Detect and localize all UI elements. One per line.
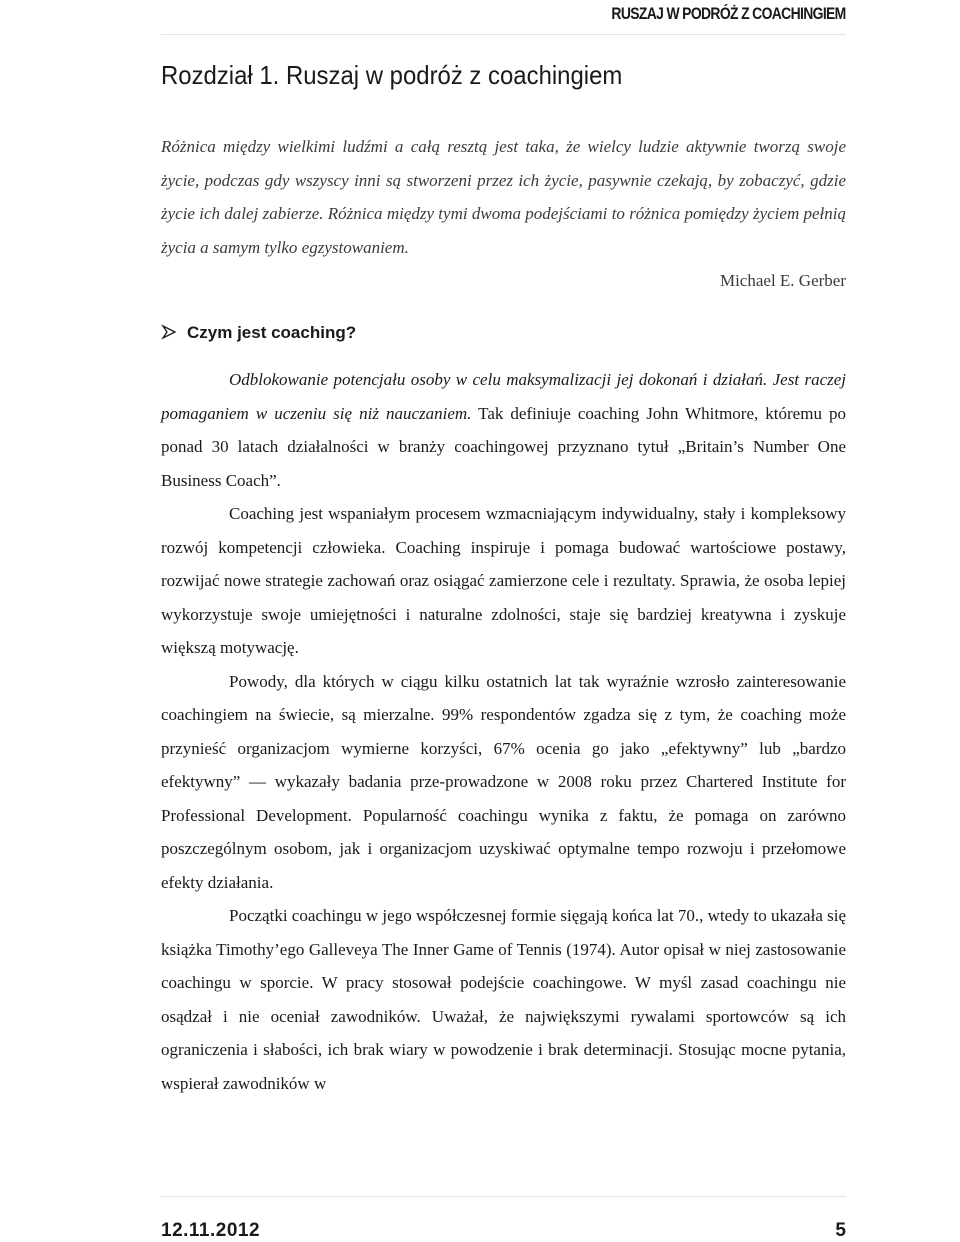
epigraph-text: Różnica między wielkimi ludźmi a całą resztą jest taka, że wielcy ludzie aktywnie tworzą swoje życie, podczas gdy wszyscy inni są stworzeni przez ich życie, pasywnie czekają, by zobaczyć, gdzie życie ich dalej zabierze. Różnica między tymi dwoma podejściami to różnica pomiędzy życiem pełnią życia a samym tylko egzystowaniem.	[161, 137, 846, 257]
section-heading-text: Czym jest coaching?	[187, 322, 357, 342]
arrow-bullet-icon	[161, 324, 177, 340]
definition-source: Tak definiuje coaching John Whitmore, któremu po ponad 30 latach działalności w branży coachingowej przyznano tytuł „Britain’s Number One Business Coach”.	[161, 403, 846, 490]
paragraph-process: Coaching jest wspaniałym procesem wzmacniającym indywidualny, stały i kompleksowy rozwój kompetencji człowieka. Coaching inspiruje i pomaga budować wartościowe postawy, rozwijać nowe strategie zachowań oraz osiągać zamierzone cele i rezultaty. Sprawia, że osoba lepiej wykorzystuje swoje umiejętności i naturalne zdolności, staje się bardziej kreatywna i zyskuje większą motywację.	[161, 504, 846, 657]
paragraph-definition	[161, 363, 846, 497]
epigraph-author: Michael E. Gerber	[719, 271, 846, 290]
footer-divider	[161, 1196, 846, 1197]
paragraph-origins: Początki coachingu w jego współczesnej formie sięgają końca lat 70., wtedy to ukazała się książka Timothy’ego Galleveya The Inner Game of Tennis (1974). Autor opisał w niej zastosowanie coachingu w sporcie. W pracy stosował podejście coachingowe. W myśl zasad coachingu nie osądzał i nie oceniał zawodników. Uważał, że największymi rywalami sportowców są ich ograniczenia i słabości, ich brak wiary w powodzenie i brak determinacji. Stosując mocne pytania, wspierał zawodników w	[161, 906, 846, 1093]
definition-quote: Odblokowanie potencjału osoby w celu maksymalizacji jej dokonań i działań. Jest raczej pomaganiem w uczeniu się niż nauczaniem.	[161, 370, 846, 423]
paragraph-popularity: Powody, dla których w ciągu kilku ostatnich lat tak wyraźnie wzrosło zainteresowanie coachingiem na świecie, są mierzalne. 99% respondentów zgadza się z tym, że coaching może przynieść organizacjom wymierne korzyści, 67% ocenia go jako „efektywny” lub „bardzo efektywny” — wykazały badania prze-prowadzone w 2008 roku przez Chartered Institute for Professional Development. Popularność coachingu wynika z faktu, że pomaga on zarówno poszczególnym osobom, jak i organizacjom uzyskiwać optymalne tempo rozwoju i przełomowe efekty działania.	[161, 671, 846, 892]
running-title: RUSZAJ W PODRÓŻ Z COACHINGIEM	[611, 4, 846, 23]
page-body	[161, 130, 846, 1100]
chapter-title: Rozdział 1. Ruszaj w podróż z coachingiem	[161, 60, 623, 90]
page-number: 5	[835, 1220, 846, 1241]
footer-date: 12.11.2012	[161, 1220, 261, 1241]
section-heading	[161, 316, 846, 350]
header-divider	[161, 34, 846, 35]
